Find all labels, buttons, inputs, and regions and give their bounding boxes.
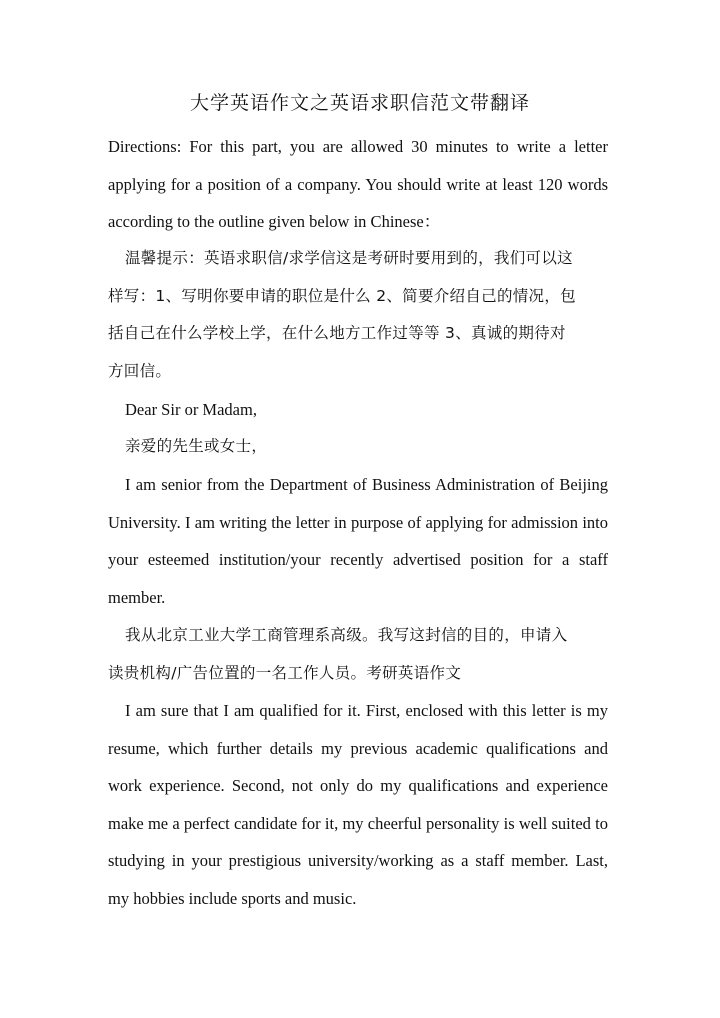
letter-paragraph-1-en: I am senior from the Department of Business Administration of Beijing University. I am writing the letter in purpose of applying for admission into your esteemed institution/your recently advertised position for a staff member. bbox=[108, 475, 608, 607]
letter-paragraph-2-en: I am sure that I am qualified for it. First, enclosed with this letter is my resume, which further details my previous academic qualifications and work experience. Second, not only do my qualifications and experience make me a perfect candidate for it, my cheerful personality is well suited to studying in your prestigious university/working as a staff member. Last, my hobbies include sports and music. bbox=[108, 701, 608, 908]
translation-line: 我从北京工业大学工商管理系高级。我写这封信的目的，申请入 bbox=[125, 626, 568, 644]
document-title: 大学英语作文之英语求职信范文带翻译 bbox=[189, 93, 530, 114]
tip-line: 方回信。 bbox=[108, 361, 172, 380]
salutation-en: Dear Sir or Madam, bbox=[125, 400, 257, 419]
tip-line: 样写：1、写明你要申请的职位是什么 2、简要介绍自己的情况，包 bbox=[108, 286, 576, 305]
letter-paragraph-1-zh bbox=[108, 617, 608, 692]
tip-paragraph bbox=[108, 240, 608, 390]
translation-line: 读贵机构/广告位置的一名工作人员。考研英语作文 bbox=[108, 663, 462, 682]
salutation-zh: 亲爱的先生或女士， bbox=[125, 437, 268, 455]
tip-line: 括自己在什么学校上学，在什么地方工作过等等 3、真诚的期待对 bbox=[108, 324, 566, 343]
directions-paragraph: Directions: For this part, you are allowed 30 minutes to write a letter applying for a position of a company. You should write at least 120 words according to the outline given below in Chinese： bbox=[108, 137, 608, 232]
tip-line: 温馨提示：英语求职信/求学信这是考研时要用到的，我们可以这 bbox=[125, 249, 573, 267]
